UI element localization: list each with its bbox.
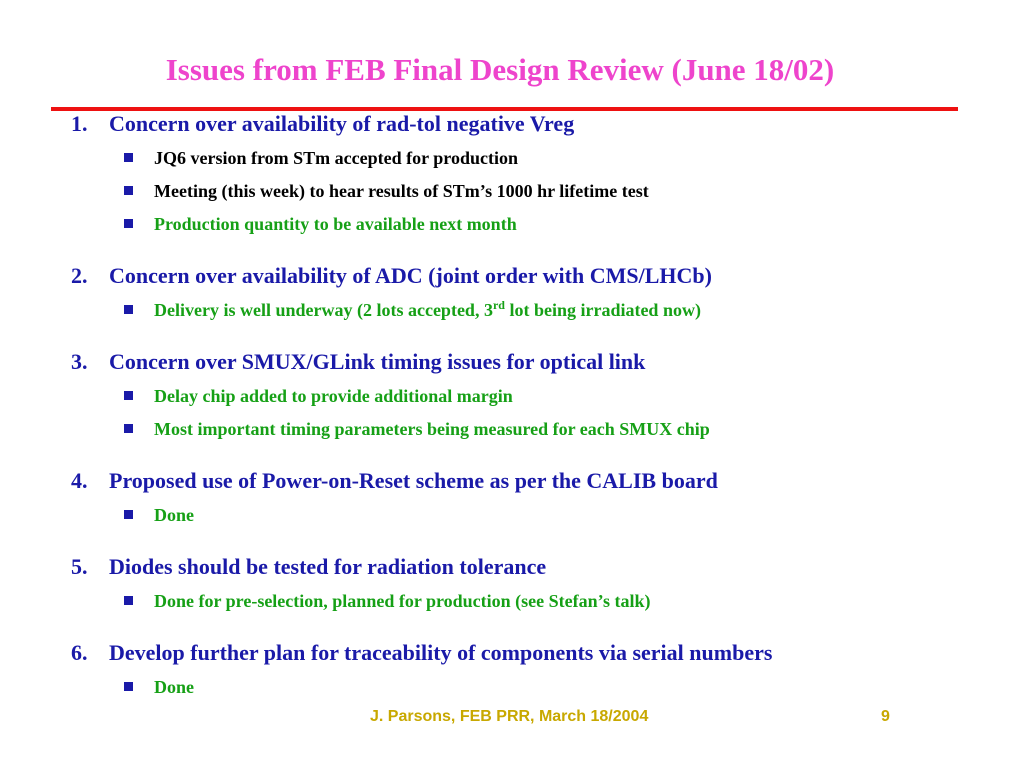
issue-text: Concern over SMUX/GLink timing issues for optical link [109,349,646,374]
footer-page-number: 9 [881,708,890,725]
issue-number: 4. [71,468,88,493]
issue-text: Diodes should be tested for radiation tolerance [109,554,547,579]
issue-number: 2. [71,263,88,288]
issue-subitem [124,385,513,407]
subitem-text: Most important timing parameters being measured for each SMUX chip [154,419,710,439]
square-bullet-icon [124,186,133,195]
issue-subitem [124,213,517,235]
square-bullet-icon [124,510,133,519]
square-bullet-icon [124,682,133,691]
subitem-text: Done [154,677,194,697]
issue-number: 6. [71,640,88,665]
issue-subitem [124,147,518,169]
issue-number: 3. [71,349,88,374]
square-bullet-icon [124,424,133,433]
square-bullet-icon [124,596,133,605]
issue-item-6 [71,640,772,666]
subitem-text: Done for pre-selection, planned for production (see Stefan’s talk) [154,591,651,611]
subitem-text: Meeting (this week) to hear results of STm’s 1000 hr lifetime test [154,181,649,201]
slide-title: Issues from FEB Final Design Review (June 18/02) [165,52,835,87]
issue-number: 1. [71,111,88,136]
issue-subitem [124,504,194,526]
ordinal-superscript: rd [492,298,505,312]
issue-item-3 [71,349,645,375]
subitem-text: Done [154,505,194,525]
issue-item-5 [71,554,546,580]
issue-text: Proposed use of Power-on-Reset scheme as per the CALIB board [109,468,718,493]
subitem-text: JQ6 version from STm accepted for production [154,148,518,168]
issue-text: Develop further plan for traceability of components via serial numbers [109,640,773,665]
subitem-text: Production quantity to be available next month [154,214,517,234]
issue-subitem [124,676,194,698]
square-bullet-icon [124,153,133,162]
footer-author-event: J. Parsons, FEB PRR, March 18/2004 [370,708,649,725]
subitem-text: Delivery is well underway (2 lots accepted, 3rd lot being irradiated now) [154,298,701,320]
issue-text: Concern over availability of ADC (joint order with CMS/LHCb) [109,263,712,288]
issue-subitem [124,590,651,612]
subitem-text: Delay chip added to provide additional margin [154,386,513,406]
issue-subitem [124,418,710,440]
issue-item-2 [71,263,712,289]
issue-number: 5. [71,554,88,579]
issue-item-4 [71,468,718,494]
square-bullet-icon [124,391,133,400]
square-bullet-icon [124,219,133,228]
issue-item-1 [71,111,574,137]
issue-subitem [124,299,701,321]
issue-text: Concern over availability of rad-tol negative Vreg [109,111,575,136]
issue-subitem [124,180,649,202]
square-bullet-icon [124,305,133,314]
